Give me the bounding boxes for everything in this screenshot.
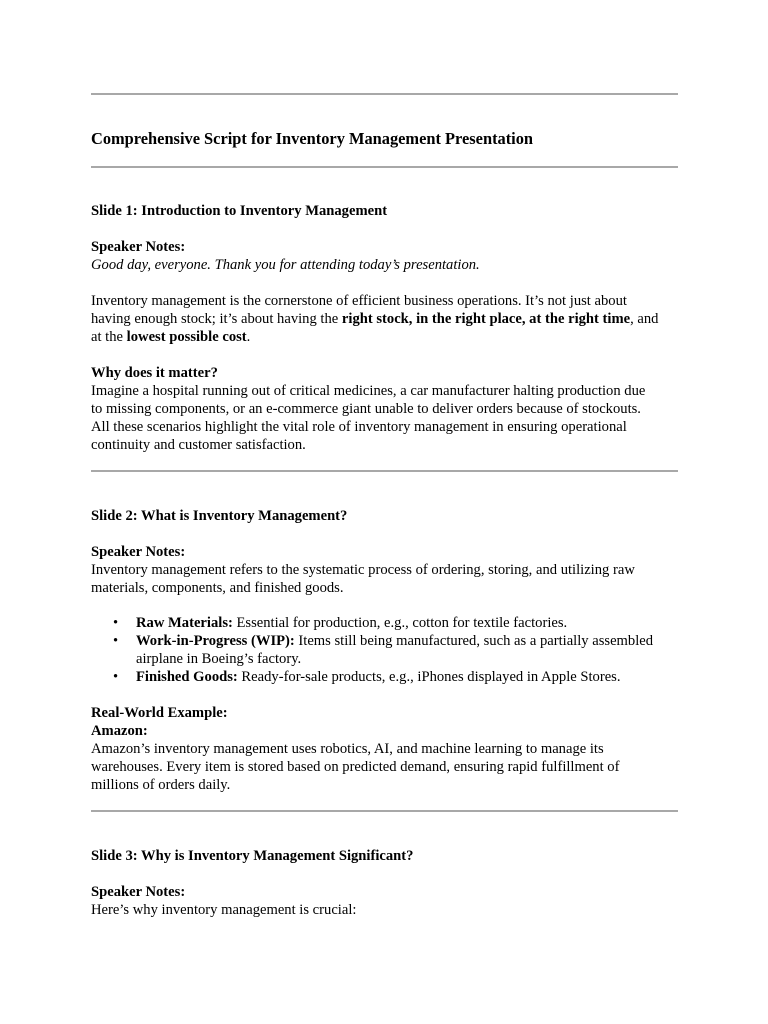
bullet-icon: • [113,669,119,685]
slide1-paragraph-line: at the lowest possible cost. [91,329,251,345]
slide2-definition-line: materials, components, and finished goods. [91,580,344,596]
list-item [91,614,681,632]
slide2-speaker-notes-label: Speaker Notes: [91,544,186,560]
horizontal-rule [91,470,678,472]
slide1-intro-italic: Good day, everyone. Thank you for attending today’s presentation. [91,257,480,273]
inventory-types-list [91,614,681,686]
list-item-label: Raw Materials: [136,615,233,631]
horizontal-rule [91,166,678,168]
slide1-why-line: Imagine a hospital running out of critical medicines, a car manufacturer halting production due [91,383,646,399]
bullet-icon: • [113,633,119,649]
slide3-speaker-notes-label: Speaker Notes: [91,884,186,900]
slide2-example-line: Amazon’s inventory management uses robotics, AI, and machine learning to manage its [91,741,604,757]
slide1-paragraph-line: having enough stock; it’s about having the right stock, in the right place, at the right time, and [91,311,659,327]
list-item-text: Essential for production, e.g., cotton for textile factories. [232,615,568,631]
list-item-text: airplane in Boeing’s factory. [136,651,302,667]
bullet-icon: • [113,615,119,631]
slide2-example-company: Amazon: [91,723,148,739]
slide1-why-line: All these scenarios highlight the vital role of inventory management in ensuring operational [91,419,627,435]
list-item-text: Ready-for-sale products, e.g., iPhones displayed in Apple Stores. [237,669,621,685]
slide1-why-line: to missing components, or an e-commerce giant unable to deliver orders because of stockouts. [91,401,641,417]
slide2-definition-line: Inventory management refers to the systematic process of ordering, storing, and utilizing raw [91,562,635,578]
emphasis-text: lowest possible cost [126,329,247,345]
emphasis-text: right stock, in the right place, at the right time [341,311,631,327]
slide1-paragraph-line: Inventory management is the cornerstone of efficient business operations. It’s not just about [91,293,627,309]
list-item [91,632,681,668]
list-item [91,668,681,686]
slide1-why-label: Why does it matter? [91,365,218,381]
document-title: Comprehensive Script for Inventory Management Presentation [91,129,534,148]
horizontal-rule [91,93,678,95]
list-item-label: Work-in-Progress (WIP): [136,633,295,649]
slide3-heading: Slide 3: Why is Inventory Management Significant? [91,848,414,864]
slide1-speaker-notes-label: Speaker Notes: [91,239,186,255]
slide2-heading: Slide 2: What is Inventory Management? [91,508,348,524]
slide2-example-line: warehouses. Every item is stored based on predicted demand, ensuring rapid fulfillment of [91,759,620,775]
slide2-example-label: Real-World Example: [91,705,228,721]
list-item-text: Items still being manufactured, such as a partially assembled [294,633,654,649]
slide3-intro: Here’s why inventory management is crucial: [91,902,357,918]
horizontal-rule [91,810,678,812]
slide1-heading: Slide 1: Introduction to Inventory Management [91,203,388,219]
slide2-example-line: millions of orders daily. [91,777,231,793]
list-item-label: Finished Goods: [136,669,238,685]
slide1-why-line: continuity and customer satisfaction. [91,437,306,453]
